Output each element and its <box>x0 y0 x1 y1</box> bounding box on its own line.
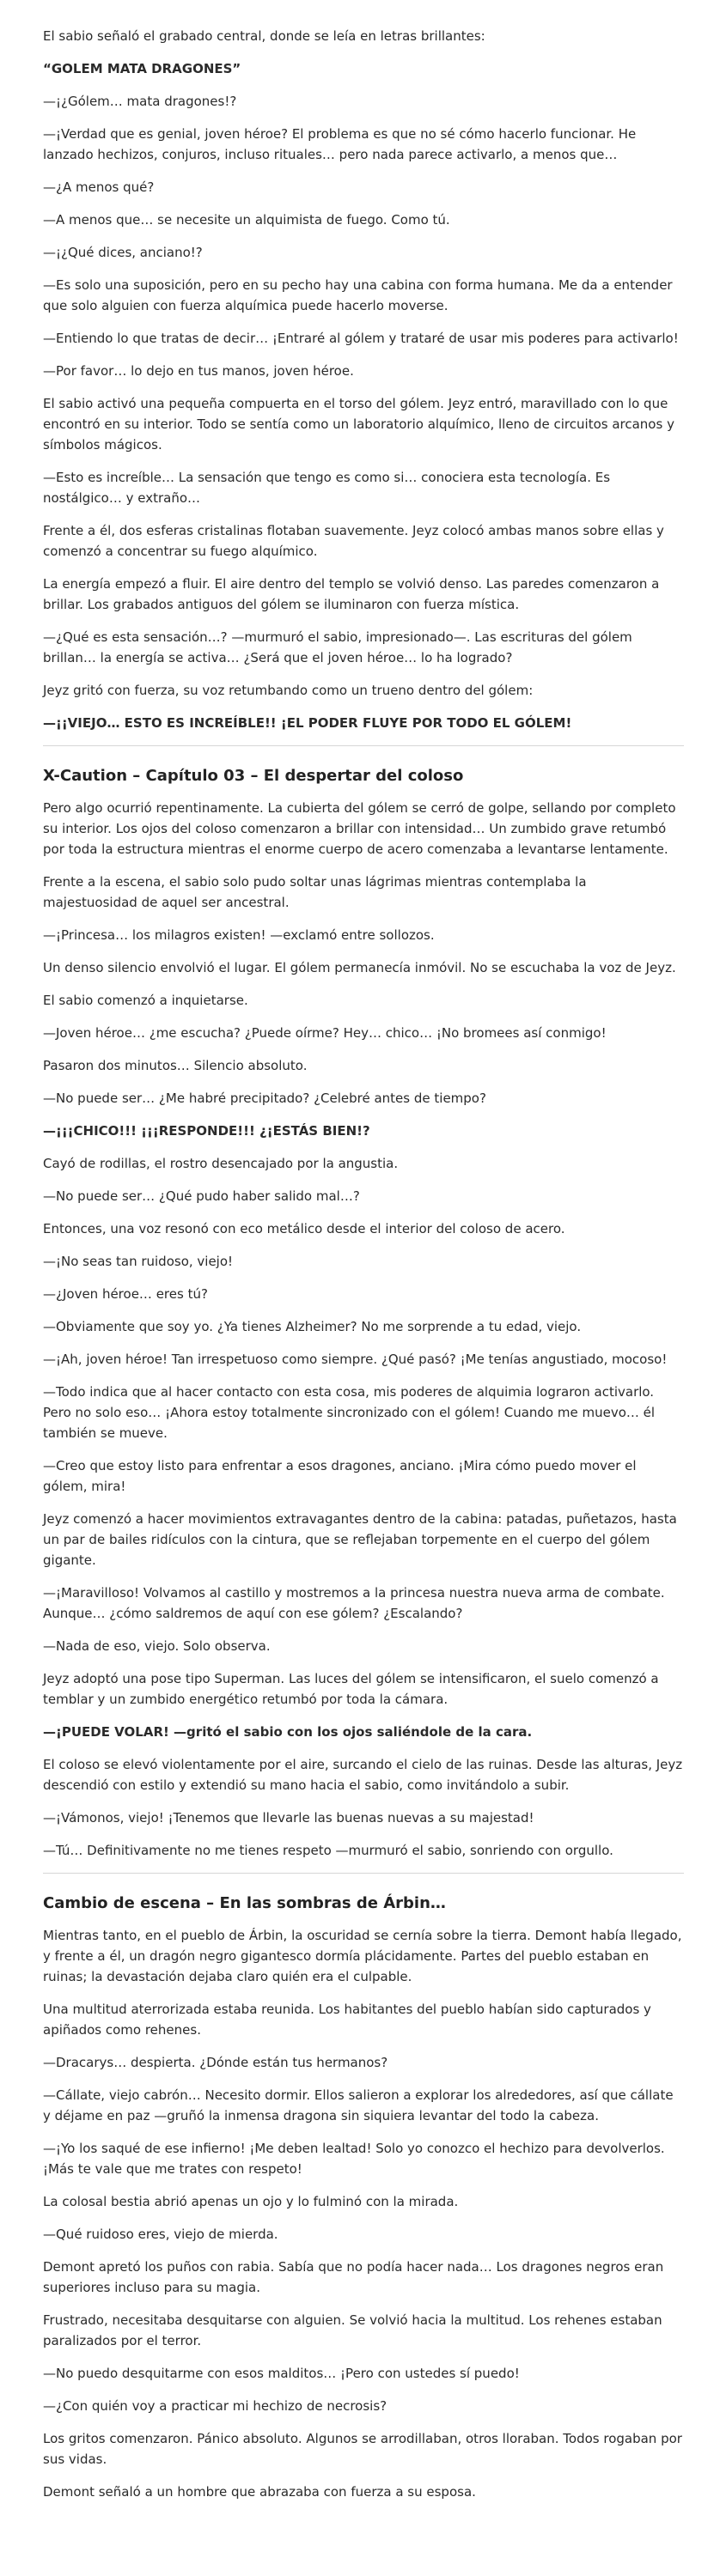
story-paragraph: —¡Vámonos, viejo! ¡Tenemos que llevarle las buenas nuevas a su majestad! <box>43 1810 534 1826</box>
story-paragraph: —¿A menos qué? <box>43 179 155 195</box>
story-paragraph: Jeyz adoptó una pose tipo Superman. Las luces del gólem se intensificaron, el suelo comenzó a temblar y un zumbido energético retumbó por toda la cámara. <box>43 1671 659 1707</box>
story-paragraph: Pero algo ocurrió repentinamente. La cubierta del gólem se cerró de golpe, sellando por completo su interior. Los ojos del coloso comenzaron a brillar con intensidad… Un zumbido grave retumbó por toda la estructura mientras el enorme cuerpo de acero comenzaba a levantarse lentamente. <box>43 800 676 857</box>
story-paragraph: Frente a él, dos esferas cristalinas flotaban suavemente. Jeyz colocó ambas manos sobre ellas y comenzó a concentrar su fuego alquímico. <box>43 523 664 559</box>
story-paragraph: —Cállate, viejo cabrón… Necesito dormir. Ellos salieron a explorar los alrededores, así que cállate y déjame en paz —gruñó la inmensa dragona sin siquiera levantar del todo la cabeza. <box>43 2087 674 2123</box>
story-paragraph: La colosal bestia abrió apenas un ojo y lo fulminó con la mirada. <box>43 2194 459 2209</box>
story-paragraph: —¿Con quién voy a practicar mi hechizo de necrosis? <box>43 2398 387 2414</box>
story-paragraph: —¡Princesa… los milagros existen! —exclamó entre sollozos. <box>43 927 435 943</box>
story-paragraph: —Nada de eso, viejo. Solo observa. <box>43 1638 271 1654</box>
story-paragraph: Frustrado, necesitaba desquitarse con alguien. Se volvió hacia la multitud. Los rehenes estaban paralizados por el terror. <box>43 2312 662 2348</box>
story-paragraph: “GOLEM MATA DRAGONES” <box>43 61 241 76</box>
story-paragraph: —Creo que estoy listo para enfrentar a esos dragones, anciano. ¡Mira cómo puedo mover el gólem, mira! <box>43 1458 637 1494</box>
story-paragraph: —¡Yo los saqué de ese infierno! ¡Me deben lealtad! Solo yo conozco el hechizo para devolverlos. ¡Más te vale que me trates con respeto! <box>43 2141 665 2177</box>
story-paragraph: —¡PUEDE VOLAR! —gritó el sabio con los ojos saliéndole de la cara. <box>43 1724 533 1740</box>
story-paragraph: —¿Joven héroe… eres tú? <box>43 1286 208 1302</box>
section-heading: X-Caution – Capítulo 03 – El despertar del coloso <box>43 767 464 785</box>
story-paragraph: Frente a la escena, el sabio solo pudo soltar unas lágrimas mientras contemplaba la majestuosidad de aquel ser ancestral. <box>43 874 587 910</box>
story-paragraph: —¡Ah, joven héroe! Tan irrespetuoso como siempre. ¿Qué pasó? ¡Me tenías angustiado, mocoso! <box>43 1352 668 1367</box>
story-paragraph: —Por favor… lo dejo en tus manos, joven héroe. <box>43 363 354 379</box>
story-paragraph: Cayó de rodillas, el rostro desencajado por la angustia. <box>43 1156 399 1171</box>
story-paragraph: —¡Maravilloso! Volvamos al castillo y mostremos a la princesa nuestra nueva arma de combate. Aunque… ¿cómo saldremos de aquí con ese gólem? ¿Escalando? <box>43 1585 665 1621</box>
story-paragraph: —Todo indica que al hacer contacto con esta cosa, mis poderes de alquimia lograron activarlo. Pero no solo eso… ¡Ahora estoy totalmente sincronizado con el gólem! Cuando me muevo… él también se mueve. <box>43 1384 656 1441</box>
story-paragraph: —¡¡VIEJO… ESTO ES INCREÍBLE!! ¡EL PODER FLUYE POR TODO EL GÓLEM! <box>43 715 572 731</box>
story-paragraph: El coloso se elevó violentamente por el aire, surcando el cielo de las ruinas. Desde las alturas, Jeyz descendió con estilo y extendió su mano hacia el sabio, como invitándolo a subir. <box>43 1757 683 1793</box>
story-paragraph: La energía empezó a fluir. El aire dentro del templo se volvió denso. Las paredes comenzaron a brillar. Los grabados antiguos del gólem se iluminaron con fuerza mística. <box>43 576 660 612</box>
story-paragraph: —¿Qué es esta sensación…? —murmuró el sabio, impresionado—. Las escrituras del gólem brillan… la energía se activa… ¿Será que el joven héroe… lo ha logrado? <box>43 629 632 665</box>
story-paragraph: El sabio señaló el grabado central, donde se leía en letras brillantes: <box>43 28 485 44</box>
story-paragraph: —Esto es increíble… La sensación que tengo es como si… conociera esta tecnología. Es nostálgico… y extraño… <box>43 470 611 506</box>
story-paragraph: Una multitud aterrorizada estaba reunida. Los habitantes del pueblo habían sido capturados y apiñados como rehenes. <box>43 2002 651 2038</box>
story-paragraph: Jeyz gritó con fuerza, su voz retumbando como un trueno dentro del gólem: <box>43 683 534 698</box>
story-paragraph: Los gritos comenzaron. Pánico absoluto. Algunos se arrodillaban, otros lloraban. Todos rogaban por sus vidas. <box>43 2431 682 2467</box>
story-paragraph: Mientras tanto, en el pueblo de Árbin, la oscuridad se cernía sobre la tierra. Demont había llegado, y frente a él, un dragón negro gigantesco dormía plácidamente. Partes del pueblo estaban en ruinas; la devastación dejaba claro quién era el culpable. <box>43 1928 682 1984</box>
story-paragraph: —¡¡¡CHICO!!! ¡¡¡RESPONDE!!! ¿¡ESTÁS BIEN!? <box>43 1123 370 1139</box>
story-paragraph: —¡Verdad que es genial, joven héroe? El problema es que no sé cómo hacerlo funcionar. He lanzado hechizos, conjuros, incluso rituales… pero nada parece activarlo, a menos que… <box>43 126 637 162</box>
section-heading: Cambio de escena – En las sombras de Árbin… <box>43 1894 446 1912</box>
story-paragraph: El sabio comenzó a inquietarse. <box>43 993 248 1008</box>
story-paragraph: —Entiendo lo que tratas de decir… ¡Entraré al gólem y trataré de usar mis poderes para activarlo! <box>43 331 679 346</box>
story-paragraph: —Es solo una suposición, pero en su pecho hay una cabina con forma humana. Me da a entender que solo alguien con fuerza alquímica puede hacerlo moverse. <box>43 277 673 313</box>
story-paragraph: —Qué ruidoso eres, viejo de mierda. <box>43 2227 278 2242</box>
story-paragraph: —Obviamente que soy yo. ¿Ya tienes Alzheimer? No me sorprende a tu edad, viejo. <box>43 1319 582 1334</box>
section-divider <box>43 745 684 746</box>
story-paragraph: —No puedo desquitarme con esos malditos… ¡Pero con ustedes sí puedo! <box>43 2366 520 2381</box>
story-paragraph: —Dracarys… despierta. ¿Dónde están tus hermanos? <box>43 2055 388 2070</box>
story-paragraph: —No puede ser… ¿Me habré precipitado? ¿Celebré antes de tiempo? <box>43 1091 486 1106</box>
story-paragraph: —¡¿Qué dices, anciano!? <box>43 245 203 260</box>
story-paragraph: —Tú… Definitivamente no me tienes respeto —murmuró el sabio, sonriendo con orgullo. <box>43 1843 613 1858</box>
story-paragraph: Pasaron dos minutos… Silencio absoluto. <box>43 1058 308 1073</box>
story-paragraph: —¡¿Gólem… mata dragones!? <box>43 94 237 109</box>
section-divider <box>43 1873 684 1874</box>
story-paragraph: El sabio activó una pequeña compuerta en el torso del gólem. Jeyz entró, maravillado con lo que encontró en su interior. Todo se sentía como un laboratorio alquímico, lleno de circuitos arcanos y símbolos mágicos. <box>43 396 674 453</box>
story-paragraph: Jeyz comenzó a hacer movimientos extravagantes dentro de la cabina: patadas, puñetazos, hasta un par de bailes ridículos con la cintura, que se reflejaban torpemente en el cuerpo del gólem gigante. <box>43 1511 677 1568</box>
story-paragraph: Un denso silencio envolvió el lugar. El gólem permanecía inmóvil. No se escuchaba la voz de Jeyz. <box>43 960 676 975</box>
story-paragraph: —Joven héroe… ¿me escucha? ¿Puede oírme? Hey… chico… ¡No bromees así conmigo! <box>43 1025 607 1041</box>
story-paragraph: Entonces, una voz resonó con eco metálico desde el interior del coloso de acero. <box>43 1221 565 1236</box>
story-paragraph: —No puede ser… ¿Qué pudo haber salido mal…? <box>43 1188 360 1204</box>
story-paragraph: —A menos que… se necesite un alquimista de fuego. Como tú. <box>43 212 450 228</box>
story-paragraph: —¡No seas tan ruidoso, viejo! <box>43 1254 234 1269</box>
story-paragraph: Demont señaló a un hombre que abrazaba con fuerza a su esposa. <box>43 2484 476 2500</box>
story-paragraph: Demont apretó los puños con rabia. Sabía que no podía hacer nada… Los dragones negros eran superiores incluso para su magia. <box>43 2259 664 2295</box>
